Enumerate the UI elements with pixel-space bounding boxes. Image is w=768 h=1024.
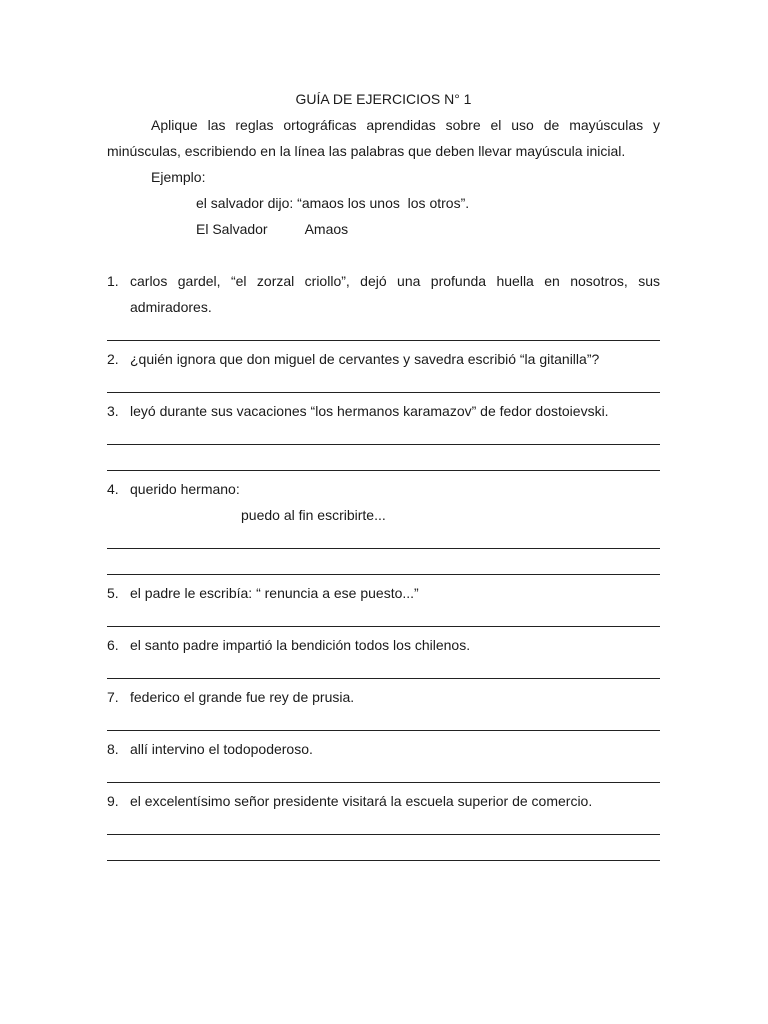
exercise-text: el excelentísimo señor presidente visitará la escuela superior de comercio. <box>130 793 593 809</box>
answer-line[interactable] <box>107 710 660 736</box>
exercise-text: federico el grande fue rey de prusia. <box>130 689 355 705</box>
exercise-number: 4. <box>107 481 119 497</box>
exercise-6 <box>107 632 660 658</box>
answer-line[interactable] <box>107 840 660 866</box>
exercise-1 <box>107 268 660 320</box>
answer-line[interactable] <box>107 424 660 450</box>
exercise-8 <box>107 736 660 762</box>
answer-line[interactable] <box>107 450 660 476</box>
answer-line[interactable] <box>107 762 660 788</box>
answer-line[interactable] <box>107 528 660 554</box>
answer-line[interactable] <box>107 814 660 840</box>
example-sentence: el salvador dijo: “amaos los unos los otros”. <box>196 195 470 211</box>
answer-line[interactable] <box>107 554 660 580</box>
instructions: Aplique las reglas ortográficas aprendidas sobre el uso de mayúsculas y minúsculas, escribiendo en la línea las palabras que deben llevar mayúscula inicial. <box>107 117 660 159</box>
exercise-number: 1. <box>107 273 119 289</box>
exercise-text: allí intervino el todopoderoso. <box>130 741 313 757</box>
example-answers <box>196 216 660 242</box>
example-answer-2: Amaos <box>304 221 349 237</box>
exercise-number: 6. <box>107 637 119 653</box>
answer-line[interactable] <box>107 320 660 346</box>
exercise-subtext: puedo al fin escribirte... <box>241 507 386 523</box>
exercise-text: leyó durante sus vacaciones “los hermanos karamazov” de fedor dostoievski. <box>130 403 609 419</box>
page-title: GUÍA DE EJERCICIOS N° 1 <box>295 91 472 107</box>
exercise-2 <box>107 346 660 372</box>
exercise-3 <box>107 398 660 424</box>
exercise-5 <box>107 580 660 606</box>
exercise-text: querido hermano: <box>130 481 240 497</box>
example-label: Ejemplo: <box>151 169 206 185</box>
exercise-9 <box>107 788 660 814</box>
exercise-4 <box>107 476 660 502</box>
answer-line[interactable] <box>107 372 660 398</box>
exercise-number: 3. <box>107 403 119 419</box>
exercise-text: el padre le escribía: “ renuncia a ese puesto...” <box>130 585 419 601</box>
example-answer-1: El Salvador <box>196 221 268 237</box>
exercise-number: 8. <box>107 741 119 757</box>
exercise-number: 5. <box>107 585 119 601</box>
exercise-text: carlos gardel, “el zorzal criollo”, dejó una profunda huella en nosotros, sus admiradores. <box>130 273 660 315</box>
answer-line[interactable] <box>107 658 660 684</box>
exercise-number: 9. <box>107 793 119 809</box>
exercise-number: 2. <box>107 351 119 367</box>
answer-line[interactable] <box>107 606 660 632</box>
exercise-number: 7. <box>107 689 119 705</box>
worksheet <box>107 86 660 866</box>
exercise-7 <box>107 684 660 710</box>
exercise-text: el santo padre impartió la bendición todos los chilenos. <box>130 637 471 653</box>
exercise-text: ¿quién ignora que don miguel de cervantes y savedra escribió “la gitanilla”? <box>130 351 600 367</box>
spacer <box>107 242 660 268</box>
